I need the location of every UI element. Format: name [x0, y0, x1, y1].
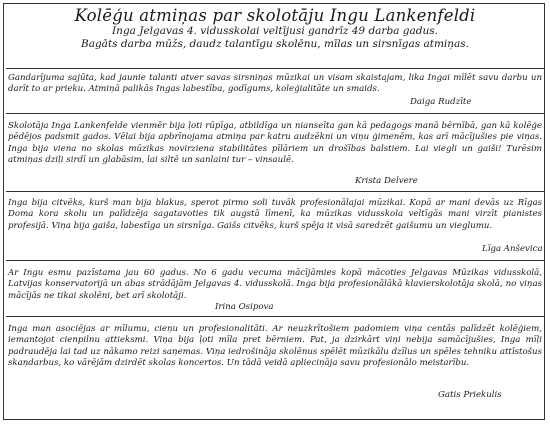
memory-text-2: Skolotāja Inga Lankenfelde vienmēr bija ļoti rūpīga, atbildīga un nianseīta gan kā pedagogs manā bērnībā, gan kā kolēģe pēdējos padsmit gados. Vēlai bija apbrīnojama atmiņa par katru audzēkni un viņu ģimenēm, kas arī mācījušies pie viņas. Inga bija viena no skolas mūzikas novirziena stabilitātes pīlāriem un drošības balstiem. Lai viegli un gaiši! Turēsim atmiņas dziļi sirdī un glabāsim, lai siltē un sanlaini tur – vinsaulē. [8, 121, 542, 166]
memory-text-4: Ar Ingu esmu pazīstama jau 60 gadus. No 6 gadu vecuma mācījāmies kopā mācoties Jelgavas Mūzikas vidusskolā, Latvijas konservatorijā un abas strādājām Jelgavas 4. vidusskolā. Inga bija profesionālākā klavierskolotāja skolā, no viņas mācījās ne tikai skolēni, bet arī skolotāji. [8, 268, 542, 301]
memory-author-4: Irina Osipova [215, 302, 274, 312]
memory-text-5: Inga man asociējas ar mīlumu, cieņu un profesionalitāti. Ar neuzkrītošiem padomiem viņa centās palīdzēt kolēģiem, iemantojot cienpilnu attieksmi. Viņa bija ļoti mīla pret bērniem. Pat, ja dzirkārt viņi nebija samācījušies, Inga mīļi padraudēja lai tad uz nākamo reizi saņemas. Viņa iedrošināja skolēnus spēlēt mūzikālu dzīlus un spēles tehniku attīstošus skaņdarbus, ko vārējām dzirdēt skolas koncertos. Un tādā veidā aplieciņāja savu profesionālo meistarību. [8, 324, 542, 369]
subtitle-line-2: Bagāts darba mūžs, daudz talantīgu skolēnu, mīlas un sirsnīgas atmiņas. [80, 38, 470, 50]
memory-author-1: Daiga Rudzīte [410, 97, 472, 107]
section-divider [6, 260, 544, 261]
memory-text-1: Gandarījuma sajūta, kad jaunie talanti atver savas sirsniņas mūzikai un visam skaistajam, lika Ingai mīlēt savu darbu un darīt to ar prieku. Atmiņā palikās Ingas labestība, godīgums, koleģialitāte un smaids. [8, 73, 542, 95]
page-header [0, 6, 550, 51]
section-divider [6, 316, 544, 317]
memory-author-3: Līga Anševica [482, 244, 543, 254]
page-title: Kolēģu atmiņas par skolotāju Ingu Lankenfeldi [74, 6, 476, 25]
section-divider [6, 113, 544, 114]
memory-author-5: Gatis Priekulis [438, 390, 502, 400]
memory-text-3: Inga bija citvēks, kurš man bija blakus, sperot pirmo soli tuvāk profesionālajai mūzikai. Kopā ar mani devās uz Rīgas Doma kora skolu un palīdzēja sagatavoties tik augstā līmenī, ka mūzikas vidusskola veltīgās mani virzīt pianistes profesijā. Viņa bija gaiša, labestīga un sirsnīga. Gaišs citvēks, kurš spēja it visā saredzēt gaišumu un vieglumu. [8, 198, 542, 231]
section-divider [6, 68, 544, 69]
section-divider [6, 191, 544, 192]
memory-author-2: Krista Delvere [355, 176, 418, 186]
subtitle-line-1: Inga Jelgavas 4. vidusskolai veltījusi gandrīz 49 darba gadus. [112, 25, 438, 37]
